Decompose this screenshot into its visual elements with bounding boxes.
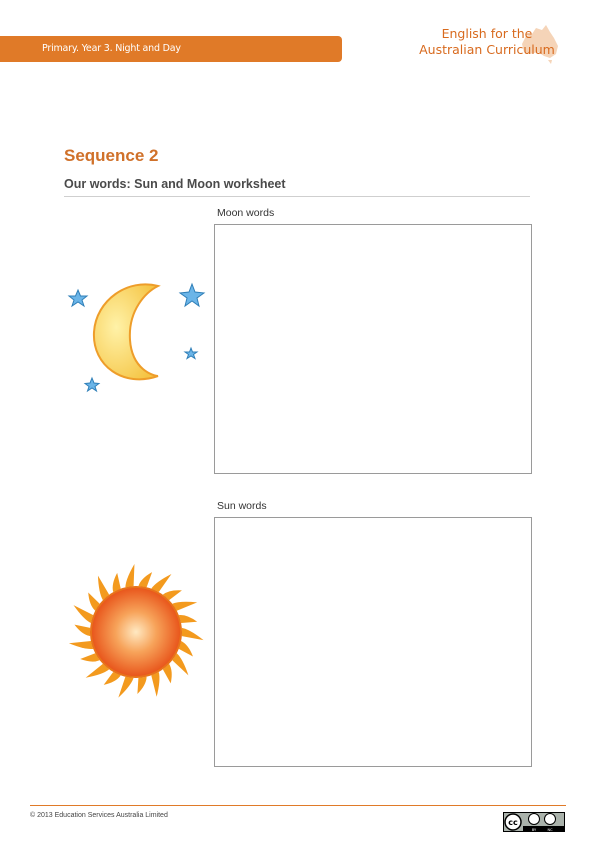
moon-illustration <box>62 280 212 398</box>
star-icon <box>85 378 99 391</box>
sun-ray <box>125 564 134 587</box>
sun-ray <box>182 628 204 640</box>
copyright-text: © 2013 Education Services Australia Limited <box>30 812 168 819</box>
moon-words-label: Moon words <box>217 207 275 219</box>
star-icon <box>69 290 87 306</box>
sun-ray <box>151 574 171 592</box>
sun-ray <box>118 677 133 698</box>
sun-illustration <box>64 560 208 704</box>
sun-words-box[interactable] <box>214 517 532 767</box>
moon-words-box[interactable] <box>214 224 532 474</box>
star-icon <box>180 284 204 306</box>
svg-text:cc: cc <box>508 818 518 827</box>
header-bar <box>0 36 342 62</box>
sun-ray <box>151 672 159 697</box>
sun-words-label: Sun words <box>217 500 267 512</box>
brand-line-2: Australian Curriculum <box>419 42 555 57</box>
sun-ray <box>74 625 90 637</box>
sun-ray <box>179 641 193 657</box>
star-icon <box>185 348 197 359</box>
breadcrumb: Primary. Year 3. Night and Day <box>42 43 181 54</box>
sequence-title: Sequence 2 <box>64 146 159 165</box>
sun-ray <box>69 641 93 649</box>
sun-ray <box>138 572 152 587</box>
sun-ray <box>179 615 197 623</box>
footer-divider <box>30 805 566 806</box>
brand-line-1: English for the <box>441 26 533 41</box>
title-divider <box>64 196 530 197</box>
cc-license-badge <box>503 812 565 832</box>
worksheet-title: Our words: Sun and Moon worksheet <box>64 177 286 191</box>
svg-text:NC: NC <box>547 827 553 832</box>
moon-crescent-icon <box>94 284 158 379</box>
sun-ray <box>74 605 94 623</box>
sun-ray <box>137 677 146 694</box>
sun-disc-icon <box>91 587 181 677</box>
brand-logo <box>412 26 562 76</box>
svg-text:BY: BY <box>531 827 537 832</box>
